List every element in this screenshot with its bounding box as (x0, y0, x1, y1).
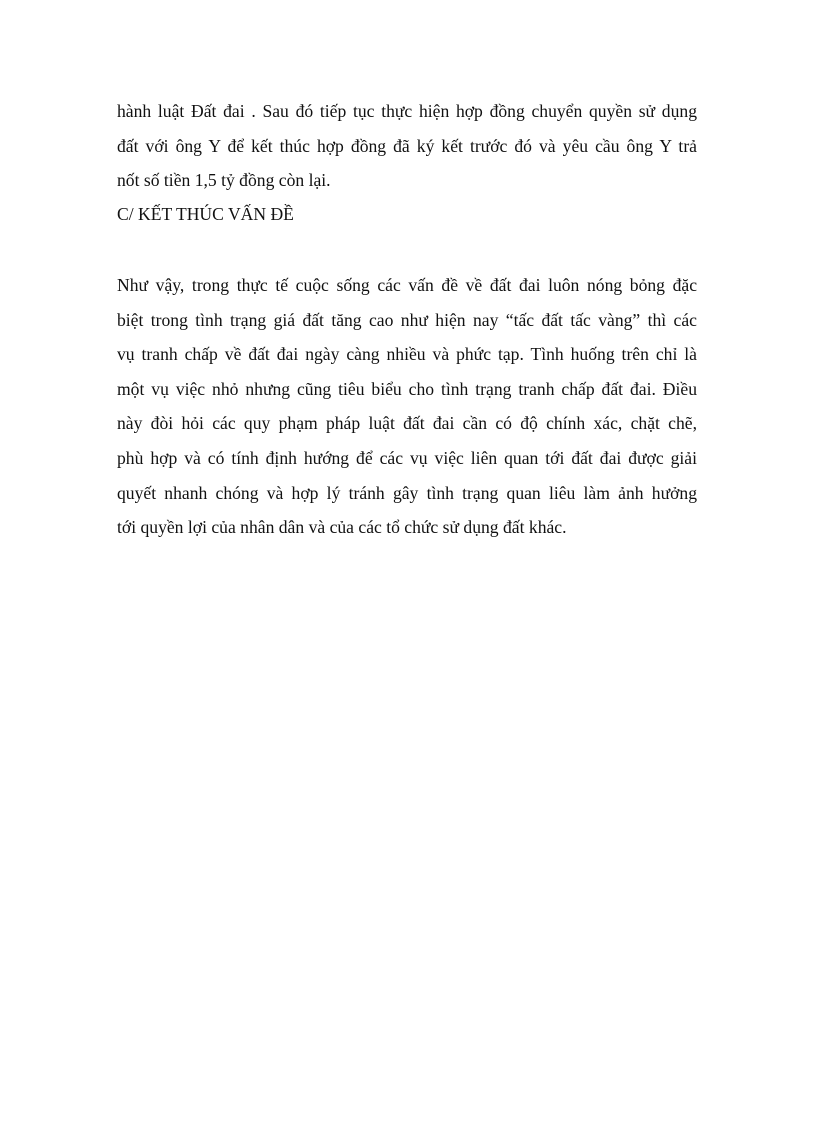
paragraph-line: đất với ông Y để kết thúc hợp đồng đã ký kết trước đó và yêu cầu ông Y trả (117, 135, 697, 156)
paragraph-line: phù hợp và có tính định hướng để các vụ việc liên quan tới đất đai được giải (117, 447, 697, 468)
paragraph-line: nốt số tiền 1,5 tỷ đồng còn lại. (117, 170, 331, 191)
section-heading (117, 197, 697, 232)
paragraph-line: Như vậy, trong thực tế cuộc sống các vấn đề về đất đai luôn nóng bỏng đặc (117, 275, 697, 295)
paragraph-line: vụ tranh chấp về đất đai ngày càng nhiều và phức tạp. Tình huống trên chỉ là (117, 344, 697, 365)
paragraph-line: quyết nhanh chóng và hợp lý tránh gây tình trạng quan liêu làm ảnh hưởng (117, 482, 697, 503)
heading-text: C/ KẾT THÚC VẤN ĐỀ (117, 204, 294, 224)
paragraph-line: này đòi hỏi các quy phạm pháp luật đất đai cần có độ chính xác, chặt chẽ, (117, 413, 697, 434)
conclusion-paragraph (117, 268, 697, 545)
paragraph-continuation (117, 94, 697, 198)
paragraph-line: một vụ việc nhỏ nhưng cũng tiêu biểu cho tình trạng tranh chấp đất đai. Điều (117, 378, 697, 399)
paragraph-line: biệt trong tình trạng giá đất tăng cao như hiện nay “tấc đất tấc vàng” thì các (117, 309, 697, 330)
paragraph-line: tới quyền lợi của nhân dân và của các tổ chức sử dụng đất khác. (117, 517, 567, 538)
paragraph-line: hành luật Đất đai . Sau đó tiếp tục thực hiện hợp đồng chuyển quyền sử dụng (117, 101, 697, 121)
